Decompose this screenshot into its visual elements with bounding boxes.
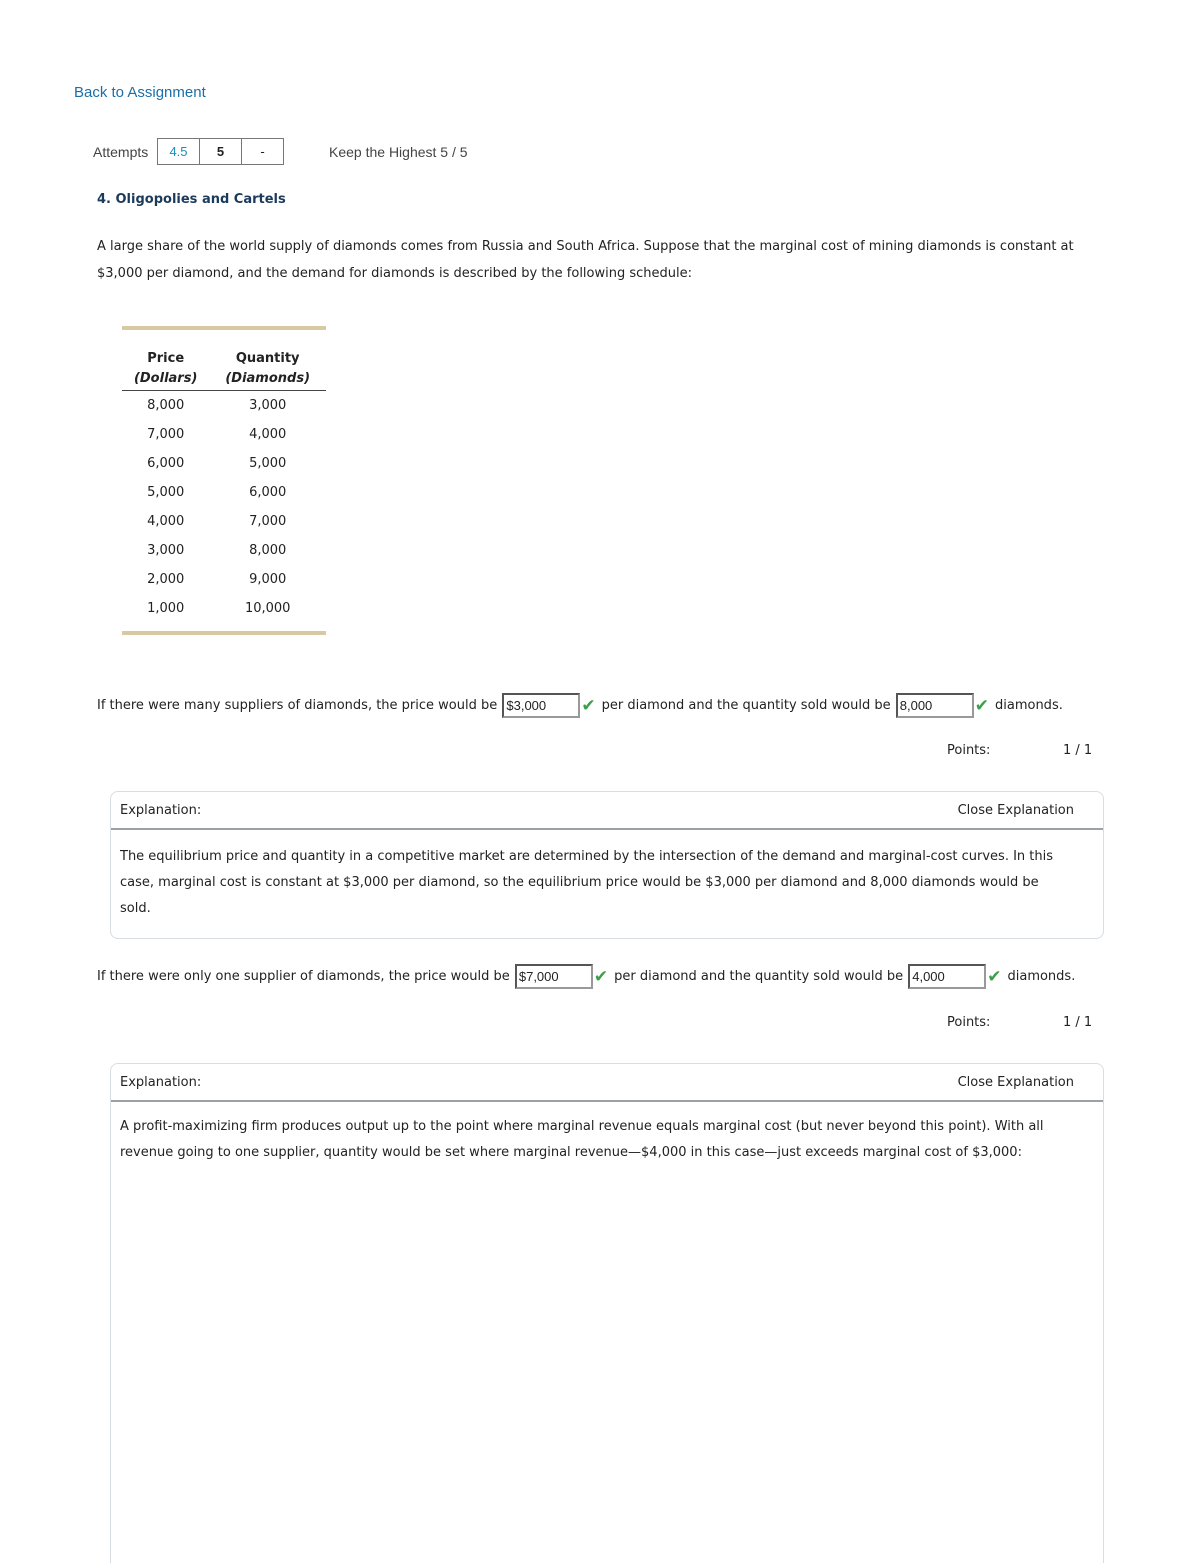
table-row bbox=[122, 536, 326, 565]
part1-text-a: If there were many suppliers of diamonds, the price would be bbox=[97, 698, 498, 713]
keep-highest-label: Keep the Highest 5 / 5 bbox=[329, 144, 468, 160]
part1-text-b: per diamond and the quantity sold would be bbox=[601, 698, 891, 713]
header-price: Price bbox=[147, 351, 185, 366]
part2-text-c: diamonds. bbox=[1007, 969, 1076, 984]
explanation-label: Explanation: bbox=[120, 1074, 202, 1090]
explanation-body bbox=[111, 1102, 1103, 1180]
explanation-body bbox=[111, 830, 1103, 936]
intro-line-2: $3,000 per diamond, and the demand for diamonds is described by the following schedule: bbox=[97, 266, 692, 281]
close-explanation-link[interactable]: Close Explanation bbox=[957, 802, 1074, 818]
explanation-header bbox=[111, 792, 1103, 830]
quantity-cell: 7,000 bbox=[249, 514, 287, 529]
part2-text-b: per diamond and the quantity sold would be bbox=[614, 969, 904, 984]
explanation-line: case, marginal cost is constant at $3,000 per diamond, so the equilibrium price would be $3,000 per diamond and 8,000 diamonds would be bbox=[120, 875, 1039, 890]
question-intro bbox=[97, 233, 1117, 287]
attempt-number-box[interactable]: 5 bbox=[199, 138, 242, 165]
part2-price-input[interactable]: $7,000 bbox=[515, 964, 593, 989]
part2-points-value: 1 / 1 bbox=[1063, 1015, 1093, 1030]
table-row bbox=[122, 507, 326, 536]
table-row bbox=[122, 449, 326, 478]
price-cell: 1,000 bbox=[147, 601, 185, 616]
quantity-cell: 4,000 bbox=[249, 427, 287, 442]
price-cell: 7,000 bbox=[147, 427, 185, 442]
part1-points-value: 1 / 1 bbox=[1063, 743, 1093, 758]
price-cell: 2,000 bbox=[147, 572, 185, 587]
price-cell: 8,000 bbox=[147, 398, 185, 413]
check-icon: ✔ bbox=[593, 966, 609, 987]
explanation-label: Explanation: bbox=[120, 802, 202, 818]
intro-line-1: A large share of the world supply of diamonds comes from Russia and South Africa. Suppose that the marginal cost of mining diamonds is constant at bbox=[97, 239, 1074, 254]
check-icon: ✔ bbox=[581, 695, 596, 716]
subheader-price-unit: (Dollars) bbox=[122, 366, 209, 391]
table-row bbox=[122, 594, 326, 623]
explanation-line: revenue going to one supplier, quantity would be set where marginal revenue—$4,000 in this case—just exceeds marginal cost of $3,000: bbox=[120, 1145, 1022, 1160]
table-row bbox=[122, 420, 326, 449]
demand-schedule bbox=[122, 326, 326, 635]
quantity-cell: 5,000 bbox=[249, 456, 287, 471]
check-icon: ✔ bbox=[974, 695, 989, 716]
part1-text-c: diamonds. bbox=[995, 698, 1063, 713]
explanation-line: The equilibrium price and quantity in a competitive market are determined by the intersection of the demand and marginal-cost curves. In this bbox=[120, 849, 1054, 864]
table-row bbox=[122, 565, 326, 594]
part1-price-input[interactable]: $3,000 bbox=[502, 693, 580, 718]
price-cell: 4,000 bbox=[147, 514, 185, 529]
close-explanation-link[interactable]: Close Explanation bbox=[957, 1074, 1074, 1090]
explanation-line: sold. bbox=[120, 901, 151, 916]
attempt-empty-box[interactable]: - bbox=[241, 138, 284, 165]
part1-quantity-input[interactable]: 8,000 bbox=[896, 693, 974, 718]
part2-question-line bbox=[97, 964, 1075, 989]
header-quantity: Quantity bbox=[235, 351, 300, 366]
attempts-label: Attempts bbox=[93, 144, 149, 160]
table-row bbox=[122, 391, 326, 421]
explanation-header bbox=[111, 1064, 1103, 1102]
question-title: 4. Oligopolies and Cartels bbox=[97, 192, 286, 207]
quantity-cell: 8,000 bbox=[249, 543, 287, 558]
table-row bbox=[122, 478, 326, 507]
price-cell: 5,000 bbox=[147, 485, 185, 500]
attempt-score-box[interactable]: 4.5 bbox=[157, 138, 200, 165]
attempts-boxes bbox=[157, 138, 284, 165]
part2-text-a: If there were only one supplier of diamonds, the price would be bbox=[97, 969, 510, 984]
quantity-cell: 9,000 bbox=[249, 572, 287, 587]
quantity-cell: 6,000 bbox=[249, 485, 287, 500]
explanation-line: A profit-maximizing firm produces output up to the point where marginal revenue equals marginal cost (but never beyond this point). With all bbox=[120, 1119, 1044, 1134]
demand-schedule-table bbox=[122, 330, 326, 623]
quantity-cell: 10,000 bbox=[244, 601, 291, 616]
part1-explanation-panel bbox=[110, 791, 1104, 939]
price-cell: 6,000 bbox=[147, 456, 185, 471]
price-cell: 3,000 bbox=[147, 543, 185, 558]
back-to-assignment-link[interactable]: Back to Assignment bbox=[74, 84, 206, 101]
part1-points-label: Points: bbox=[947, 743, 991, 758]
part1-question-line bbox=[97, 693, 1063, 718]
subheader-quantity-unit: (Diamonds) bbox=[209, 366, 326, 391]
check-icon: ✔ bbox=[987, 966, 1002, 987]
part2-points-label: Points: bbox=[947, 1015, 991, 1030]
part2-explanation-panel bbox=[110, 1063, 1104, 1563]
quantity-cell: 3,000 bbox=[249, 398, 287, 413]
table-bottom-bar bbox=[122, 631, 326, 635]
part2-quantity-input[interactable]: 4,000 bbox=[908, 964, 986, 989]
